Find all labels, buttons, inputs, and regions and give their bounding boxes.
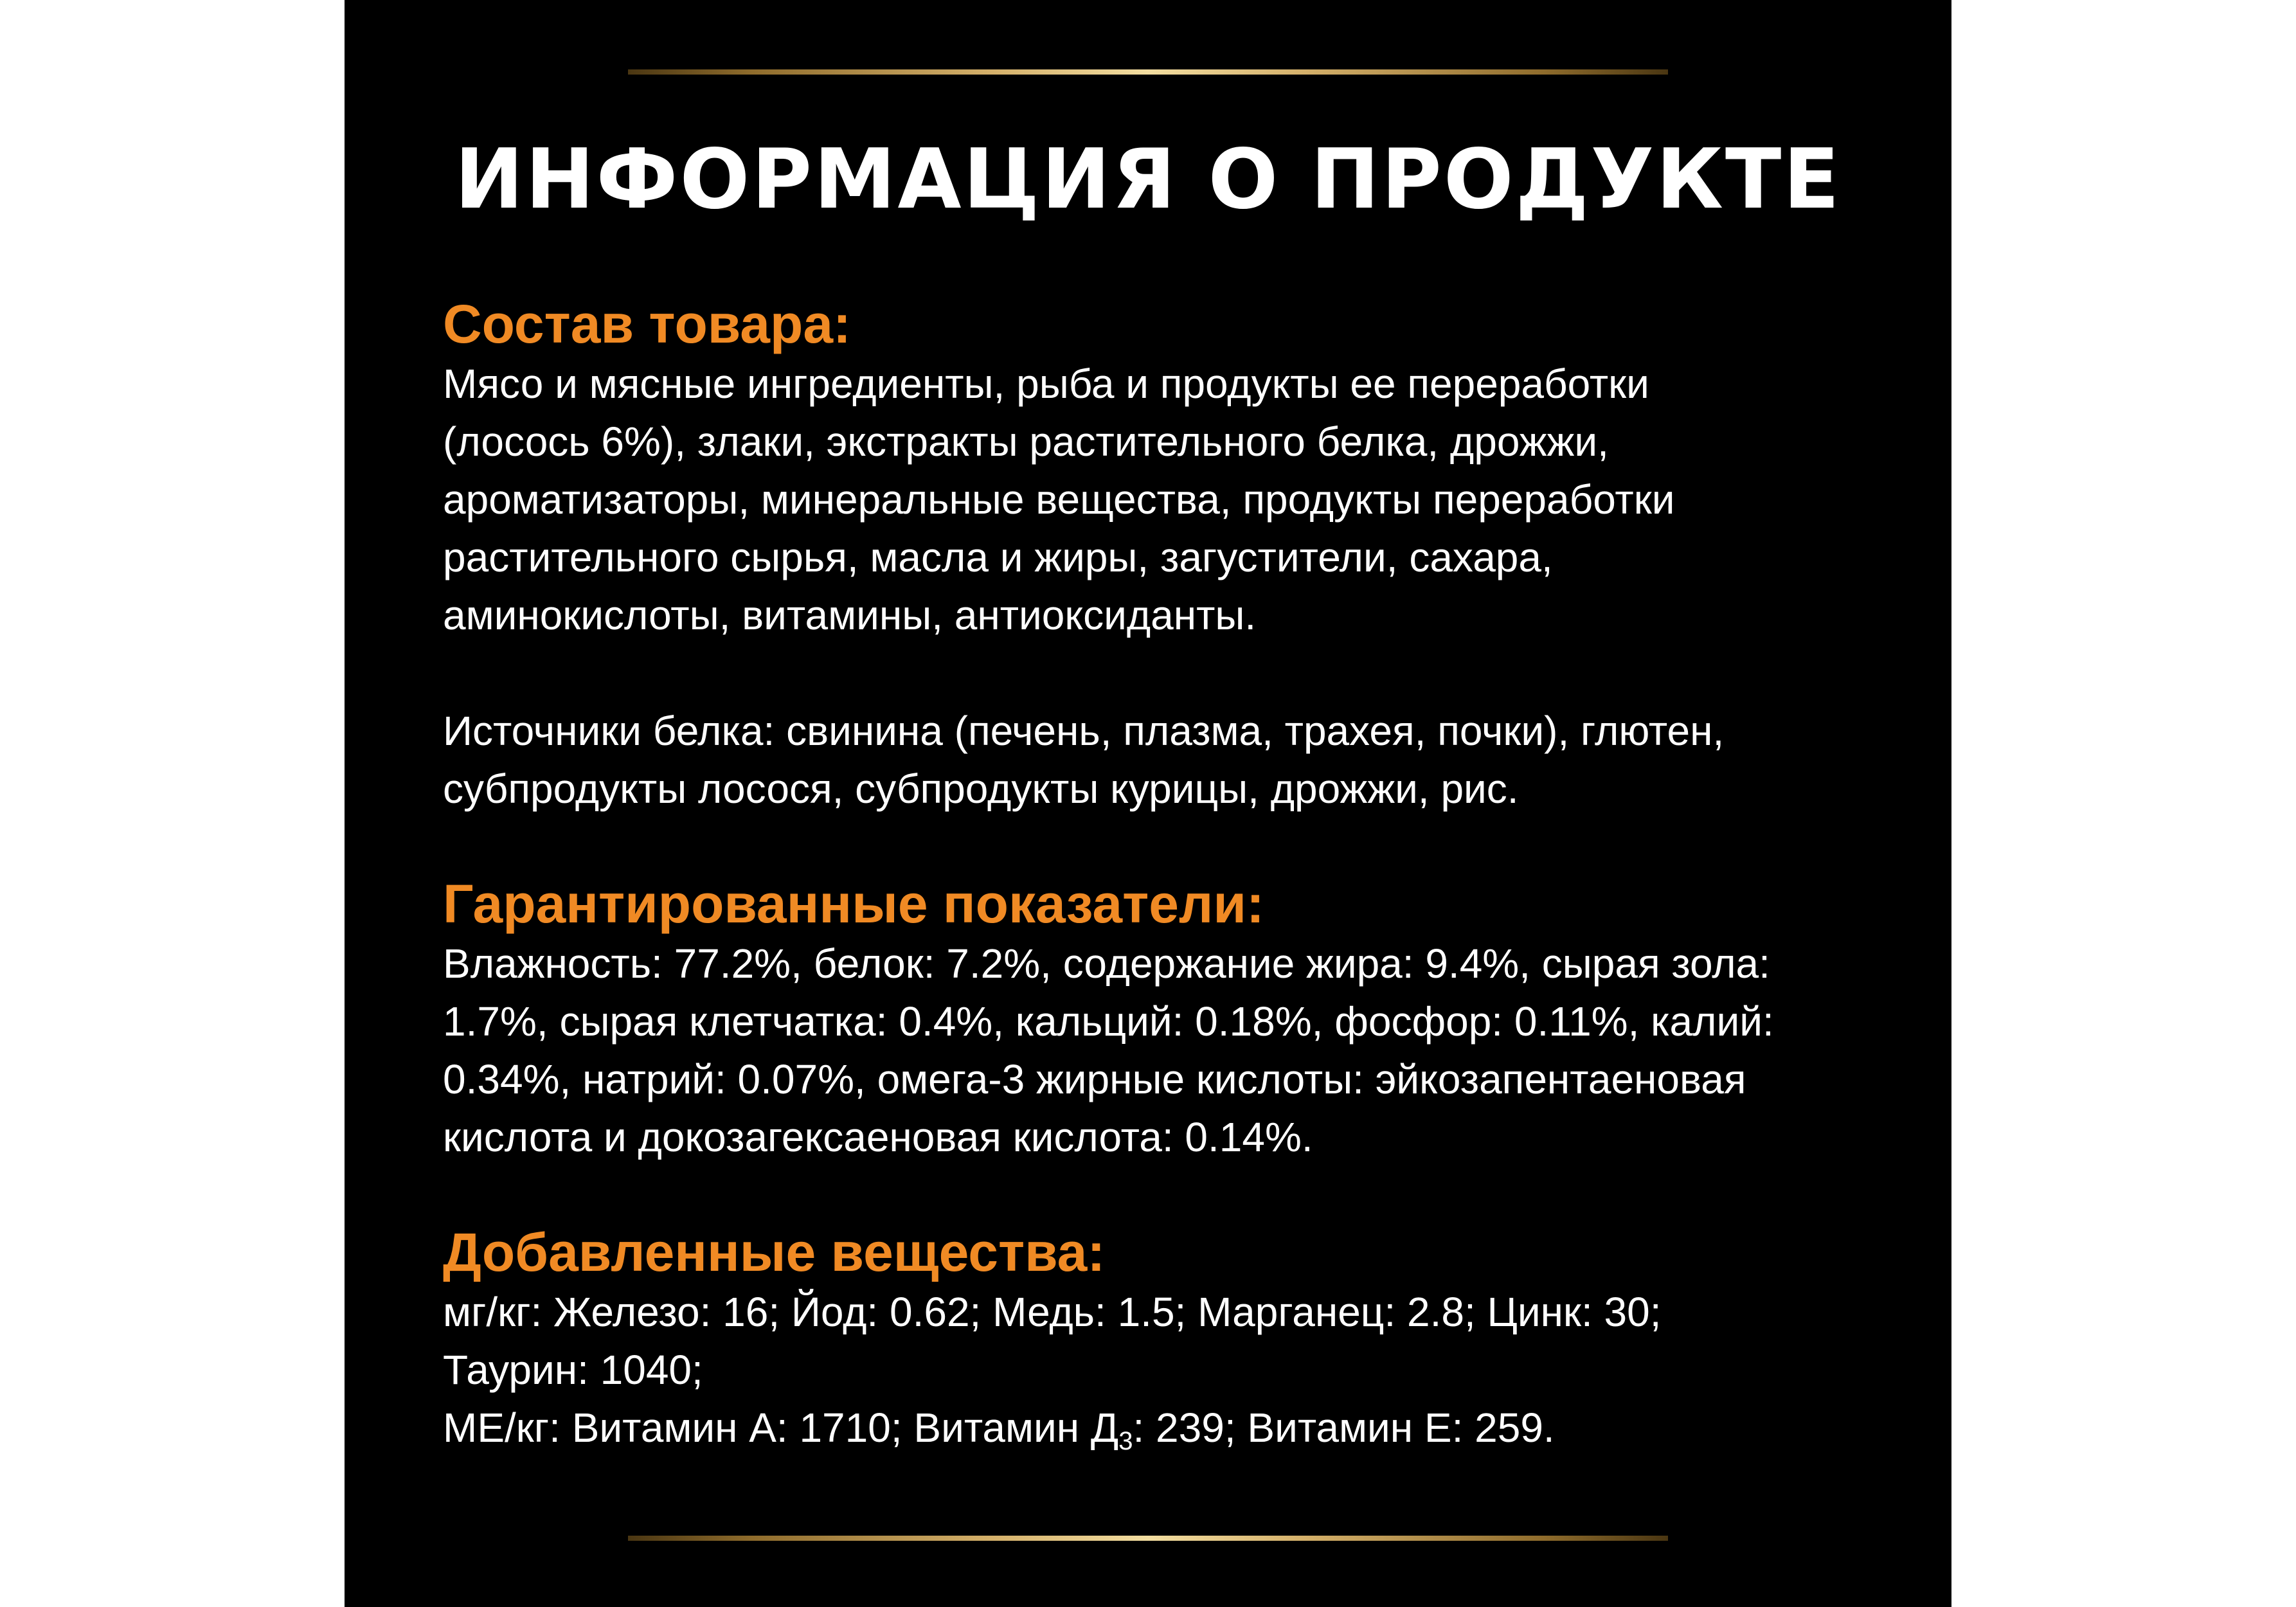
vitamin-d-subscript: 3	[1118, 1427, 1133, 1455]
guaranteed-heading: Гарантированные показатели:	[443, 874, 1264, 934]
product-info-content	[443, 293, 1883, 1457]
product-info-panel	[345, 0, 1951, 1607]
additives-heading: Добавленные вещества:	[443, 1222, 1106, 1282]
vitamins-text-before: МЕ/кг: Витамин А: 1710; Витамин Д	[443, 1405, 1119, 1451]
paragraph-gap	[443, 644, 1883, 702]
page-title: ИНФОРМАЦИЯ О ПРОДУКТЕ	[454, 132, 1842, 228]
guaranteed-line: 0.34%, натрий: 0.07%, омега-3 жирные кислоты: эйкозапентаеновая	[443, 1056, 1746, 1102]
composition-heading: Состав товара:	[443, 294, 852, 354]
composition-line: аминокислоты, витамины, антиоксиданты.	[443, 592, 1257, 638]
additives-line: Таурин: 1040;	[443, 1347, 703, 1393]
composition-line: (лосось 6%), злаки, экстракты растительного белка, дрожжи,	[443, 418, 1609, 465]
top-gold-divider	[628, 69, 1668, 75]
section-gap	[443, 1166, 1883, 1221]
protein-sources-line: субпродукты лосося, субпродукты курицы, дрожжи, рис.	[443, 766, 1519, 812]
composition-line: Мясо и мясные ингредиенты, рыба и продукты ее переработки	[443, 361, 1649, 407]
additives-line: мг/кг: Железо: 16; Йод: 0.62; Медь: 1.5; Марганец: 2.8; Цинк: 30;	[443, 1289, 1662, 1335]
composition-line: ароматизаторы, минеральные вещества, продукты переработки	[443, 476, 1675, 523]
vitamins-text-after: : 239; Витамин Е: 259.	[1133, 1405, 1555, 1451]
guaranteed-line: кислота и докозагексаеновая кислота: 0.14%.	[443, 1114, 1313, 1160]
vitamins-line	[443, 1399, 1883, 1457]
guaranteed-line: Влажность: 77.2%, белок: 7.2%, содержание жира: 9.4%, сырая зола:	[443, 940, 1770, 987]
composition-line: растительного сырья, масла и жиры, загустители, сахара,	[443, 534, 1553, 580]
protein-sources-line: Источники белка: свинина (печень, плазма, трахея, почки), глютен,	[443, 708, 1725, 754]
bottom-gold-divider	[628, 1536, 1668, 1541]
section-gap	[443, 818, 1883, 873]
guaranteed-line: 1.7%, сырая клетчатка: 0.4%, кальций: 0.18%, фосфор: 0.11%, калий:	[443, 998, 1774, 1045]
